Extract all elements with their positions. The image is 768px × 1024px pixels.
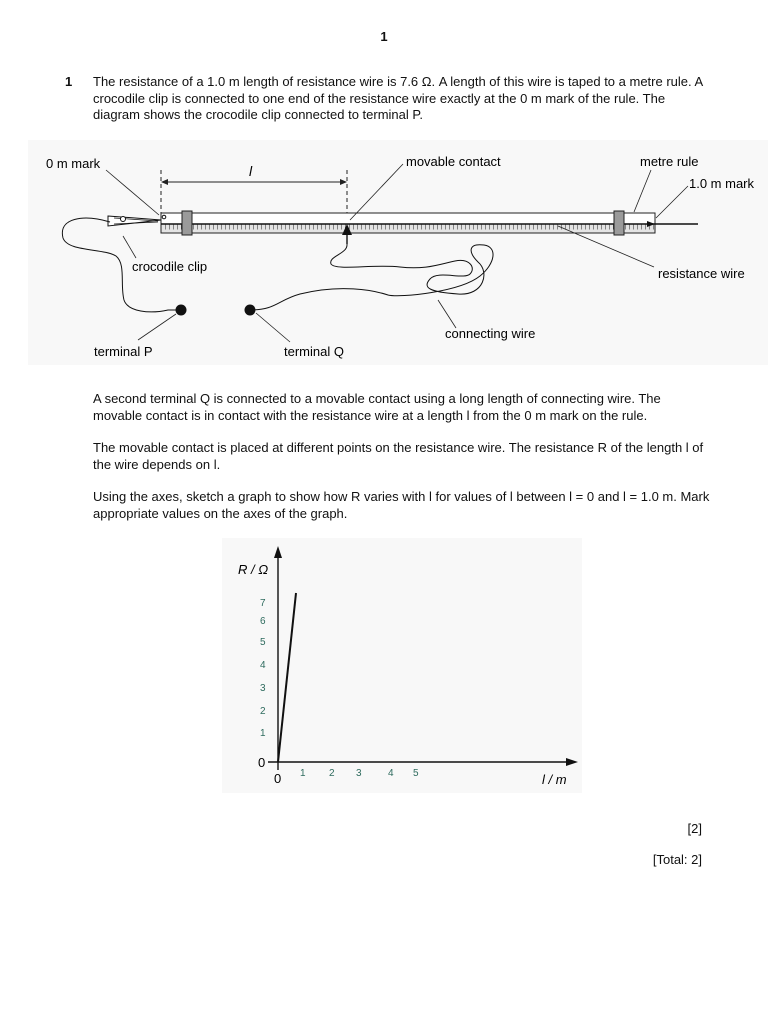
x-tick-label: 3 — [356, 768, 362, 779]
total-marks: [Total: 2] — [652, 852, 702, 867]
y-tick-label: 3 — [260, 683, 266, 694]
paragraph-contact: The movable contact is placed at different points on the resistance wire. The resistance R of the length l of the wire depends on l. — [93, 440, 704, 472]
paragraph-instruction: Using the axes, sketch a graph to show how R varies with l for values of l between l = 0 and l = 1.0 m. Mark appropriate values on the axes of the graph. — [93, 489, 710, 521]
x-tick-label: 4 — [388, 768, 394, 779]
x-axis-label: l / m — [542, 772, 567, 787]
paragraph-terminal-q: A second terminal Q is connected to a movable contact using a long length of connecting wire. The movable contact is in contact with the resistance wire at a length l from the 0 m mark on the rule. — [93, 391, 661, 423]
movable-contact-label: movable contact — [406, 154, 501, 169]
resistance-wire-label: resistance wire — [658, 266, 745, 281]
y-axis-label: R / Ω — [238, 562, 269, 577]
terminal-q-label: terminal Q — [284, 344, 344, 359]
x-tick-label: 2 — [329, 768, 335, 779]
y-tick-label: 4 — [260, 660, 266, 671]
origin-x-label: 0 — [274, 771, 282, 786]
y-tick-label: 5 — [260, 637, 266, 648]
question-intro: The resistance of a 1.0 m length of resistance wire is 7.6 Ω. A length of this wire is taped to a metre rule. A crocodile clip is connected to one end of the resistance wire exactly at the 0 m mark of the rule. The diagram shows the crocodile clip connected to terminal P. — [93, 74, 703, 122]
connecting-wire-label: connecting wire — [445, 326, 536, 341]
y-tick-label: 7 — [260, 598, 266, 609]
x-tick-label: 5 — [413, 768, 419, 779]
page-number: 1 — [380, 29, 388, 44]
part-marks: [2] — [687, 821, 702, 836]
length-label: l — [249, 163, 253, 179]
answer-graph — [222, 538, 582, 793]
terminal-p-label: terminal P — [94, 344, 153, 359]
one-m-mark-label: 1.0 m mark — [689, 176, 755, 191]
x-tick-label: 1 — [300, 768, 306, 779]
origin-y-label: 0 — [258, 755, 266, 770]
zero-mark-label: 0 m mark — [46, 156, 101, 171]
question-number: 1 — [65, 74, 73, 89]
y-tick-label: 6 — [260, 616, 266, 627]
y-tick-label: 1 — [260, 728, 266, 739]
y-tick-label: 2 — [260, 706, 266, 717]
metre-rule-label: metre rule — [640, 154, 699, 169]
circuit-diagram — [28, 140, 768, 365]
metre-rule — [161, 213, 655, 233]
terminal-p — [176, 305, 187, 316]
crocodile-clip-label: crocodile clip — [132, 259, 208, 274]
terminal-q — [245, 305, 256, 316]
